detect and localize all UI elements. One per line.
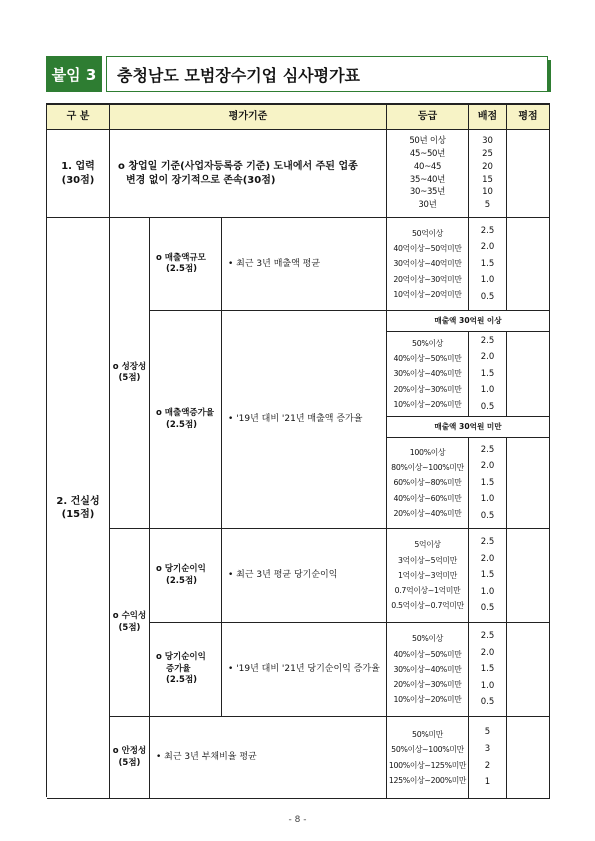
grade-item: 3억이상~5억미만 bbox=[398, 555, 457, 565]
grade-item: 20%이상~30%미만 bbox=[393, 680, 462, 690]
grade-item: 10%이상~20%미만 bbox=[393, 695, 462, 705]
stability-name: o 안정성 bbox=[112, 746, 147, 757]
score-item: 1.5 bbox=[480, 570, 495, 581]
score-item: 5 bbox=[484, 200, 491, 210]
growth-points: (5점) bbox=[118, 373, 141, 383]
net-income-growth-grades bbox=[387, 623, 469, 717]
page-title: 충청남도 모범장수기업 심사평가표 bbox=[106, 56, 548, 92]
score-item: 2.5 bbox=[480, 225, 495, 236]
sales-size-scores bbox=[469, 218, 507, 311]
net-income-growth-rating-cell[interactable] bbox=[507, 623, 550, 717]
net-income-points: (2.5점) bbox=[166, 575, 198, 586]
score-item: 1.0 bbox=[480, 586, 495, 597]
page-number: - 8 - bbox=[288, 815, 307, 825]
header-grade: 등급 bbox=[387, 105, 469, 130]
score-item: 5 bbox=[484, 727, 491, 738]
sales-over-30-rating-cell[interactable] bbox=[507, 332, 550, 417]
profit-label bbox=[110, 529, 150, 717]
section1-criteria bbox=[110, 130, 387, 218]
sales-under-30-rating-cell[interactable] bbox=[507, 438, 550, 529]
sales-size-name: o 매출액규모 bbox=[156, 252, 206, 263]
header-rating: 평점 bbox=[507, 105, 550, 130]
score-item: 1.5 bbox=[480, 664, 495, 675]
score-item: 1.0 bbox=[480, 385, 495, 396]
net-income-growth-scores bbox=[469, 623, 507, 717]
score-item: 2.5 bbox=[480, 335, 495, 346]
evaluation-table bbox=[46, 103, 550, 797]
sales-growth-name: o 매출액증가율 bbox=[156, 408, 215, 419]
score-item: 1.5 bbox=[480, 258, 495, 269]
section2-points: (15점) bbox=[61, 509, 95, 520]
score-item: 1.0 bbox=[480, 680, 495, 691]
net-income-growth-points: (2.5점) bbox=[166, 675, 198, 686]
net-income-rating-cell[interactable] bbox=[507, 529, 550, 623]
grade-item: 50억이상 bbox=[411, 228, 444, 238]
stability-points: (5점) bbox=[118, 757, 141, 768]
score-item: 2.0 bbox=[480, 242, 495, 253]
score-item: 1 bbox=[484, 777, 491, 788]
net-income-scores bbox=[469, 529, 507, 623]
attachment-badge: 붙임 3 bbox=[46, 56, 102, 92]
sales-over-30-grades bbox=[387, 332, 469, 417]
section1-name: 1. 업력 bbox=[61, 161, 95, 172]
net-income-growth-name2: 증가율 bbox=[166, 663, 191, 674]
grade-item: 50년 이상 bbox=[409, 136, 446, 147]
grade-item: 50%미만 bbox=[412, 730, 443, 740]
sales-under-30-header: 매출액 30억원 미만 bbox=[387, 417, 550, 438]
score-item: 2.0 bbox=[480, 647, 495, 658]
section1-rating-cell[interactable] bbox=[507, 130, 550, 218]
score-item: 2.5 bbox=[480, 444, 495, 455]
grade-item: 40억이상~50억미만 bbox=[393, 244, 462, 254]
sales-growth-label bbox=[150, 311, 222, 529]
score-item: 1.5 bbox=[480, 368, 495, 379]
header-category: 구 분 bbox=[47, 105, 110, 130]
section2-label bbox=[47, 218, 110, 799]
grade-item: 50%이상 bbox=[412, 338, 443, 348]
score-item: 1.0 bbox=[480, 275, 495, 286]
score-item: 0.5 bbox=[480, 401, 495, 412]
net-income-growth-name: o 당기순이익 bbox=[156, 652, 206, 663]
score-item: 10 bbox=[482, 187, 493, 198]
grade-item: 10억이상~20억미만 bbox=[393, 289, 462, 299]
sales-under-30-grades bbox=[387, 438, 469, 529]
header-points: 배점 bbox=[469, 105, 507, 130]
grade-item: 125%이상~200%미만 bbox=[388, 775, 467, 785]
grade-item: 30년 bbox=[418, 200, 437, 210]
section1-grades bbox=[387, 130, 469, 218]
profit-points: (5점) bbox=[118, 622, 141, 633]
stability-criteria: • 최근 3년 부채비율 평균 bbox=[150, 717, 387, 799]
score-item: 2.0 bbox=[480, 352, 495, 363]
grade-item: 0.5억이상~0.7억미만 bbox=[391, 601, 464, 611]
section1-points: (30점) bbox=[61, 174, 95, 186]
sales-size-rating-cell[interactable] bbox=[507, 218, 550, 311]
score-item: 2.5 bbox=[480, 537, 495, 548]
stability-rating-cell[interactable] bbox=[507, 717, 550, 799]
net-income-grades bbox=[387, 529, 469, 623]
grade-item: 50%이상 bbox=[412, 634, 443, 644]
grade-item: 80%이상~100%미만 bbox=[391, 463, 464, 473]
score-item: 30 bbox=[482, 136, 493, 147]
growth-label bbox=[110, 218, 150, 529]
grade-item: 50%이상~100%미만 bbox=[391, 745, 464, 755]
grade-item: 10%이상~20%미만 bbox=[393, 399, 462, 409]
grade-item: 30%이상~40%미만 bbox=[393, 369, 462, 379]
grade-item: 40%이상~50%미만 bbox=[393, 354, 462, 364]
grade-item: 1억이상~3억미만 bbox=[398, 570, 457, 580]
score-item: 20 bbox=[482, 161, 493, 172]
grade-item: 30억이상~40억미만 bbox=[393, 259, 462, 269]
score-item: 1.0 bbox=[480, 494, 495, 505]
grade-item: 30%이상~40%미만 bbox=[393, 664, 462, 674]
score-item: 15 bbox=[482, 174, 493, 185]
score-item: 2 bbox=[484, 760, 491, 771]
sales-size-label bbox=[150, 218, 222, 311]
profit-name: o 수익성 bbox=[112, 611, 147, 622]
section1-criteria-line2: 변경 없이 장기적으로 존속(30점) bbox=[126, 174, 276, 186]
grade-item: 20억이상~30억미만 bbox=[393, 274, 462, 284]
score-item: 1.5 bbox=[480, 477, 495, 488]
grade-item: 20%이상~40%미만 bbox=[393, 508, 462, 518]
grade-item: 5억이상 bbox=[414, 540, 441, 550]
net-income-criteria: • 최근 3년 평균 당기순이익 bbox=[222, 529, 387, 623]
grade-item: 40%이상~60%미만 bbox=[393, 493, 462, 503]
grade-item: 30~35년 bbox=[409, 187, 446, 198]
stability-grades bbox=[387, 717, 469, 799]
stability-scores bbox=[469, 717, 507, 799]
grade-item: 0.7억이상~1억미만 bbox=[394, 586, 461, 596]
header-criteria: 평가기준 bbox=[110, 105, 387, 130]
grade-item: 40%이상~50%미만 bbox=[393, 649, 462, 659]
grade-item: 20%이상~30%미만 bbox=[393, 384, 462, 394]
sales-size-grades bbox=[387, 218, 469, 311]
score-item: 0.5 bbox=[480, 603, 495, 614]
title-bar bbox=[46, 56, 548, 92]
score-item: 0.5 bbox=[480, 291, 495, 302]
score-item: 3 bbox=[484, 743, 491, 754]
section1-label bbox=[47, 130, 110, 218]
growth-name: o 성장성 bbox=[112, 361, 147, 372]
sales-growth-points: (2.5점) bbox=[166, 419, 198, 430]
net-income-name: o 당기순이익 bbox=[156, 564, 206, 575]
sales-over-30-scores bbox=[469, 332, 507, 417]
sales-over-30-header: 매출액 30억원 이상 bbox=[387, 311, 550, 332]
stability-label bbox=[110, 717, 150, 799]
sales-under-30-scores bbox=[469, 438, 507, 529]
net-income-growth-label bbox=[150, 623, 222, 717]
score-item: 2.5 bbox=[480, 631, 495, 642]
grade-item: 45~50년 bbox=[409, 149, 446, 159]
section1-scores bbox=[469, 130, 507, 218]
grade-item: 100%이상 bbox=[409, 447, 446, 457]
net-income-growth-criteria: • '19년 대비 '21년 당기순이익 증가율 bbox=[222, 623, 387, 717]
section1-criteria-line1: o 창업일 기준(사업자등록증 기준) 도내에서 주된 업종 bbox=[118, 161, 358, 172]
section2-name: 2. 건실성 bbox=[56, 495, 100, 507]
grade-item: 35~40년 bbox=[409, 174, 446, 185]
score-item: 0.5 bbox=[480, 697, 495, 708]
score-item: 2.0 bbox=[480, 553, 495, 564]
grade-item: 60%이상~80%미만 bbox=[393, 478, 462, 488]
grade-item: 40~45 bbox=[413, 161, 442, 172]
score-item: 25 bbox=[482, 149, 493, 159]
sales-growth-criteria: • '19년 대비 '21년 매출액 증가율 bbox=[222, 311, 387, 529]
sales-size-criteria: • 최근 3년 매출액 평균 bbox=[222, 218, 387, 311]
grade-item: 100%이상~125%미만 bbox=[388, 760, 467, 770]
score-item: 2.0 bbox=[480, 461, 495, 472]
net-income-label bbox=[150, 529, 222, 623]
sales-size-points: (2.5점) bbox=[166, 264, 198, 274]
score-item: 0.5 bbox=[480, 510, 495, 521]
